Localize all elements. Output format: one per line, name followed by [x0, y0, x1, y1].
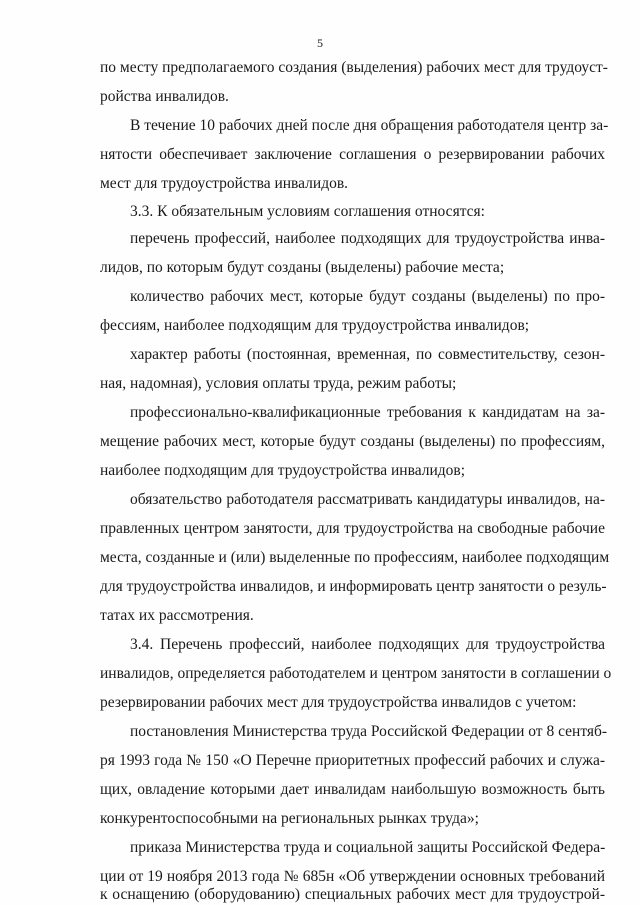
text-line: лидов, по которым будут созданы (выделены) рабочие места;	[100, 259, 505, 276]
text-line: количество рабочих мест, которые будут созданы (выделены) по про-	[130, 288, 605, 305]
text-line: по месту предполагаемого создания (выделения) рабочих мест для трудоуст-	[100, 59, 608, 76]
text-line: обязательство работодателя рассматривать кандидатуры инвалидов, на-	[130, 491, 605, 508]
text-line: мещение рабочих мест, которые будут созданы (выделены) по профессиям,	[100, 433, 605, 450]
text-line: места, созданные и (или) выделенные по профессиям, наиболее подходящим	[100, 549, 610, 566]
text-line: конкурентоспособными на региональных рынках труда»;	[100, 810, 479, 827]
text-line: профессионально-квалификационные требования к кандидатам на за-	[130, 404, 605, 421]
text-line: инвалидов, определяется работодателем и центром занятости в соглашении о	[100, 665, 612, 682]
text-line: щих, овладение которыми дает инвалидам наибольшую возможность быть	[100, 781, 605, 798]
text-line: для трудоустройства инвалидов, и информировать центр занятости о резуль-	[100, 578, 607, 595]
text-line: постановления Министерства труда Российской Федерации от 8 сентяб-	[130, 723, 608, 740]
text-line: В течение 10 рабочих дней после дня обращения работодателя центр за-	[130, 117, 609, 134]
text-line: татах их рассмотрения.	[100, 607, 254, 624]
text-line: нятости обеспечивает заключение соглашения о резервировании рабочих	[100, 146, 605, 163]
text-line: резервировании рабочих мест для трудоустройства инвалидов с учетом:	[100, 694, 577, 711]
page-number: 5	[317, 36, 323, 50]
text-line: мест для трудоустройства инвалидов.	[100, 175, 349, 192]
text-line: ря 1993 года № 150 «О Перечне приоритетных профессий рабочих и служа-	[100, 752, 605, 769]
text-line: ройства инвалидов.	[100, 88, 229, 105]
text-line: приказа Министерства труда и социальной защиты Российской Федера-	[130, 839, 606, 856]
text-line: наиболее подходящим для трудоустройства инвалидов;	[100, 462, 466, 479]
text-line: ная, надомная), условия оплаты труда, режим работы;	[100, 375, 457, 392]
text-line: правленных центром занятости, для трудоустройства на свободные рабочие	[100, 520, 605, 537]
text-line: перечень профессий, наиболее подходящих для трудоустройства инва-	[130, 230, 605, 247]
text-line: фессиям, наиболее подходящим для трудоустройства инвалидов;	[100, 317, 530, 334]
text-line: ции от 19 ноября 2013 года № 685н «Об утверждении основных требований	[100, 868, 605, 885]
text-line: к оснащению (оборудованию) специальных рабочих мест для трудоустрой-	[100, 886, 605, 903]
section-heading: 3.3. К обязательным условиям соглашения относятся:	[130, 203, 485, 220]
text-line: характер работы (постоянная, временная, по совместительству, сезон-	[130, 346, 605, 363]
section-heading: 3.4. Перечень профессий, наиболее подходящих для трудоустройства	[130, 636, 605, 653]
